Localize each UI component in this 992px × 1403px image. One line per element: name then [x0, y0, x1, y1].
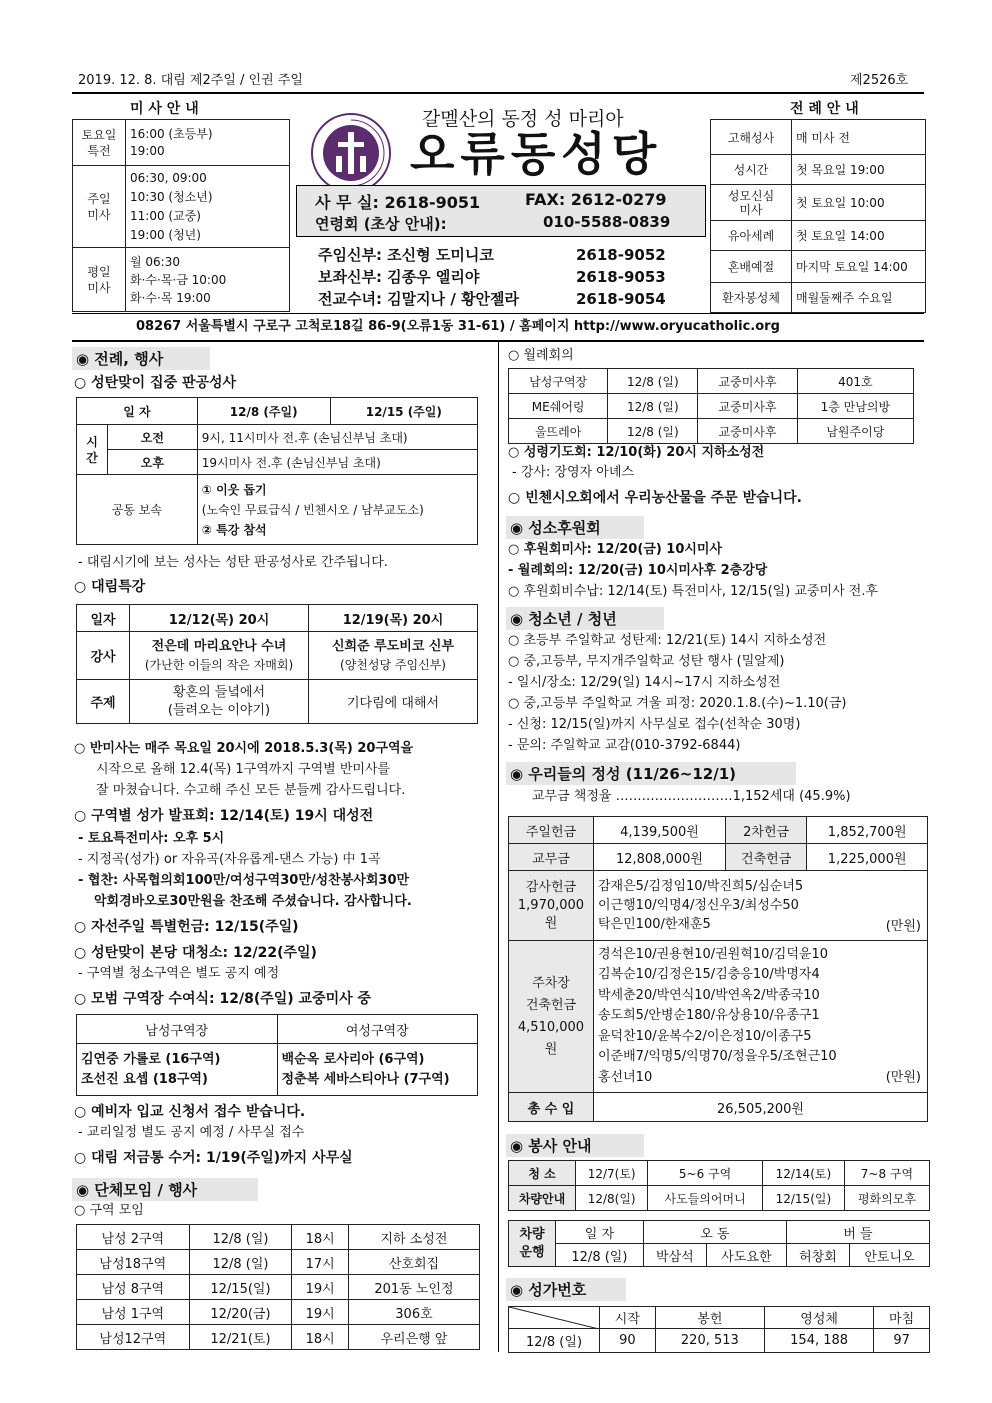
donor-line: 경석은10/권용현10/권원혁10/김덕윤10 [598, 946, 829, 962]
cell: 17시 [292, 1250, 349, 1275]
cell: 12/8 (일) [608, 419, 698, 444]
cell: 남성 2구역 [77, 1225, 190, 1250]
vocation-line: ○ 후원회비수납: 12/14(토) 특전미사, 12/15(일) 교중미사 전.후 [508, 584, 879, 599]
section-service: ◉ 봉사 안내 [506, 1134, 644, 1157]
section-liturgy-events: ◉ 전례, 행사 [72, 347, 210, 370]
total-label: 총 수 입 [509, 1093, 594, 1122]
issue-number: 제2526호 [850, 73, 909, 88]
youth-line: - 문의: 주일학교 교감(010-3792-6844) [508, 738, 741, 753]
dues-rate: 교무금 책정율 ………………………1,152세대 (45.9%) [532, 789, 851, 804]
cell: 12/15(일) [189, 1275, 292, 1300]
mass-time: 11:00 (교중) [130, 208, 201, 223]
cell: 154, 188 [764, 1329, 873, 1353]
cell: 남성 8구역 [77, 1275, 190, 1300]
cell: ME쉐어링 [509, 394, 608, 419]
banmisa-line: 시작으로 올해 12.4(목) 1구역까지 구역별 반미사를 [96, 762, 391, 777]
youth-line: ○ 중,고등부, 무지개주일학교 성탄 행사 (밀알제) [508, 654, 785, 669]
topic: 황혼의 들녘에서 [172, 684, 266, 700]
clergy-phone: 2618-9053 [576, 268, 666, 286]
cell: 1,225,000원 [807, 844, 928, 871]
monthly-table [508, 368, 914, 444]
vocation-list [508, 539, 878, 602]
table-row [509, 419, 914, 444]
time-label: 시 간 [77, 425, 108, 475]
parking-label: 주차장 [532, 975, 570, 991]
youth-line: ○ 중,고등부 주일학교 겨울 피정: 2020.1.8.(수)~1.10(금) [508, 696, 847, 711]
charity-notice: ○ 자선주일 특별헌금: 12/15(주일) [74, 919, 299, 935]
hymn-corner-cell [509, 1307, 600, 1329]
cell: 교중미사후 [698, 419, 797, 444]
cell: 차량안내 [509, 1186, 576, 1211]
speaker-affiliation: (가난한 이들의 작은 자매회) [144, 657, 294, 672]
liturgy-label: 성모신심 미사 [711, 185, 792, 221]
section-group-events: ◉ 단체모임 / 행사 [72, 1178, 258, 1201]
service-table [508, 1160, 930, 1211]
liturgy-label: 환자봉성체 [711, 283, 792, 313]
cell: 12,808,000원 [594, 844, 726, 871]
cell: 12/14(토) [762, 1161, 844, 1186]
choir-line: 악회경바오로30만원을 찬조해 주셨습니다. 감사합니다. [94, 894, 412, 909]
clergy-list [318, 244, 519, 310]
thanks-amount: 1,970,000원 [517, 897, 585, 931]
section-hymn: ◉ 성가번호 [506, 1278, 626, 1301]
cell: 봉헌 [655, 1307, 764, 1329]
liturgy-label: 유아세례 [711, 221, 792, 251]
topic: 기다림에 대해서 [309, 680, 478, 724]
penance-table [76, 397, 478, 545]
cell: 남성 1구역 [77, 1300, 190, 1325]
section-vocation: ◉ 성소후원회 [506, 516, 644, 539]
speaker-affiliation: (양천성당 주임신부) [340, 657, 446, 672]
mass-label: 토요일 특전 [73, 120, 126, 166]
cell: 7~8 구역 [844, 1161, 929, 1186]
unit-label: (만원) [885, 1069, 921, 1085]
cell: 마침 [874, 1307, 930, 1329]
thanks-label: 감사헌금 [525, 879, 577, 895]
award-name: 조선진 요셉 (18구역) [81, 1071, 208, 1087]
pm-value: 19시미사 전.후 (손님신부님 초대) [197, 450, 477, 475]
table-header: 일 자 [77, 398, 198, 425]
assoc-label: 연령회 (초상 안내): [315, 215, 447, 233]
cell: 울뜨레아 [509, 419, 608, 444]
cell: 교무금 [509, 844, 594, 871]
award-name: 김연중 가롤로 (16구역) [81, 1051, 221, 1067]
donor-line: 송도희5/안병순180/유상용10/유종구1 [598, 1008, 820, 1024]
vocation-line: ○ 후원회미사: 12/20(금) 10시미사 [508, 542, 723, 557]
award-table [76, 1014, 478, 1096]
header-rule [72, 92, 924, 94]
table-header: 여성구역장 [277, 1015, 478, 1044]
table-header: 12/12(목) 20시 [130, 605, 309, 632]
penance-item: ① 이웃 돕기 [201, 482, 267, 497]
office-contact-box [296, 185, 706, 237]
topic-label: 주제 [77, 680, 130, 724]
cell: 12/21(토) [189, 1325, 292, 1350]
cell: 12/15(일) [762, 1186, 844, 1211]
award-name: 백순옥 로사리아 (6구역) [281, 1051, 425, 1067]
cell: 사도요한 [706, 1244, 786, 1267]
donor-line: 김복순10/김정은15/김충응10/박명자4 [598, 967, 820, 983]
banmisa-line: ○ 반미사는 매주 목요일 20시에 2018.5.3(목) 20구역을 [74, 741, 414, 756]
cell: 일 자 [556, 1221, 644, 1244]
cell: 영성체 [764, 1307, 873, 1329]
monthly-title: ○ 월례회의 [508, 348, 574, 363]
cell: 4,139,500원 [594, 817, 726, 844]
unit-label: (만원) [885, 919, 921, 934]
clergy-phone: 2618-9052 [576, 246, 666, 264]
parish-name: 오류동성당 [410, 127, 663, 181]
cell: 5~6 구역 [648, 1161, 763, 1186]
award-name: 정춘복 세바스티아나 (7구역) [281, 1071, 450, 1087]
savings-notice: ○ 대림 저금통 수거: 1/19(주일)까지 사무실 [74, 1150, 353, 1166]
cell: 97 [874, 1329, 930, 1353]
parish-seal-logo [310, 112, 392, 194]
cell: 12/20(금) [189, 1300, 292, 1325]
youth-line: - 일시/장소: 12/29(일) 14시~17시 지하소성전 [508, 675, 781, 690]
cell: 사도들의어머니 [648, 1186, 763, 1211]
spirit-text: ○ 성령기도회: 12/10(화) 20시 지하소성전 [508, 445, 765, 460]
cell: 남성18구역 [77, 1250, 190, 1275]
choir-line: - 지정곡(성가) or 자유곡(자유롭게-댄스 가능) 中 1곡 [78, 852, 381, 867]
office-fax: FAX: 2612-0279 [525, 190, 667, 209]
donor-line: 이준배7/익명5/익명70/정을우5/조현근10 [598, 1049, 837, 1065]
clergy-role: 전교수녀: 김말지나 / 황안젤라 [318, 290, 520, 308]
cell: 1,852,700원 [807, 817, 928, 844]
cleaning-note: - 구역별 청소구역은 별도 공지 예정 [78, 966, 280, 981]
cell: 시작 [600, 1307, 656, 1329]
speaker-name: 신희준 루도비코 신부 [331, 638, 455, 654]
cell: 12/7(토) [576, 1161, 648, 1186]
total-amount: 26,505,200원 [594, 1093, 928, 1122]
offering-table [508, 816, 928, 1122]
mass-time: 화·수·목·금 10:00 [130, 272, 227, 287]
cell: 우리은행 앞 [348, 1325, 479, 1350]
cell: 교중미사후 [698, 369, 797, 394]
cell: 220, 513 [655, 1329, 764, 1353]
liturgy-value: 첫 목요일 19:00 [792, 155, 926, 185]
clergy-role: 보좌신부: 김종우 엘리야 [318, 268, 480, 286]
liturgy-value: 매월둘째주 수요일 [792, 283, 926, 313]
mass-time: 19:00 (청년) [130, 227, 201, 242]
hymn-table [508, 1306, 930, 1353]
catechumen-title: ○ 예비자 입교 신청서 접수 받습니다. [74, 1104, 306, 1120]
spirit-title [508, 442, 764, 463]
liturgy-label: 고해성사 [711, 120, 792, 155]
table-row [77, 1275, 480, 1300]
cell: 12/8 (일) [189, 1225, 292, 1250]
cell: 주일헌금 [509, 817, 594, 844]
cell: 18시 [292, 1325, 349, 1350]
table-header: 남성구역장 [77, 1015, 278, 1044]
choir-line: - 토요특전미사: 오후 5시 [78, 831, 225, 846]
mass-time: 06:30, 09:00 [130, 170, 207, 185]
speaker-name: 전은데 마리요안나 수녀 [151, 638, 287, 654]
cell: 버 들 [786, 1221, 929, 1244]
banmisa-line: 잘 마쳤습니다. 수고해 주신 모든 분들께 감사드립니다. [96, 783, 406, 798]
table-header: 일자 [77, 605, 130, 632]
penance-item: ② 특강 참석 [201, 522, 267, 537]
table-row [77, 1325, 480, 1350]
am-value: 9시, 11시미사 전.후 (손님신부님 초대) [197, 425, 477, 450]
cell: 90 [600, 1329, 656, 1353]
liturgy-value: 첫 토요일 14:00 [792, 221, 926, 251]
liturgy-label: 혼배예절 [711, 251, 792, 283]
donor-line: 홍선녀10 [598, 1069, 653, 1085]
district-table [76, 1224, 480, 1350]
mass-time: 19:00 [130, 143, 165, 158]
section-youth: ◉ 청소년 / 청년 [506, 607, 664, 630]
table-row [77, 1300, 480, 1325]
choir-details [78, 828, 412, 912]
district-title: ○ 구역 모임 [74, 1203, 144, 1218]
cell: 12/8 (일) [608, 394, 698, 419]
section-offerings: ◉ 우리들의 정성 (11/26~12/1) [506, 762, 796, 785]
penance-title: ○ 성탄맞이 집중 판공성사 [74, 375, 237, 391]
mass-label: 주일 미사 [73, 166, 126, 248]
topic: (들려오는 이야기) [167, 702, 271, 718]
cell: 12/8 (일) [189, 1250, 292, 1275]
cell: 평화의모후 [844, 1186, 929, 1211]
assoc-phone: 010-5588-0839 [543, 213, 671, 231]
liturgy-label: 성시간 [711, 155, 792, 185]
catechumen-note: - 교리일정 별도 공지 예정 / 사무실 접수 [78, 1125, 305, 1140]
liturgy-schedule-table [710, 119, 926, 313]
cell: 401호 [797, 369, 913, 394]
penance-note: - 대림시기에 보는 성사는 성탄 판공성사로 간주됩니다. [78, 555, 388, 570]
cell: 18시 [292, 1225, 349, 1250]
donor-line: 윤덕찬10/윤복수2/이은정10/이종구5 [598, 1028, 812, 1044]
table-row [509, 369, 914, 394]
cell: 19시 [292, 1300, 349, 1325]
address-rule-top [72, 313, 924, 314]
cell: 1층 만남의방 [797, 394, 913, 419]
donor-line: 감재은5/김정임10/박진희5/심순녀5 [598, 879, 804, 894]
cell: 오 동 [643, 1221, 786, 1244]
mass-time: 화·수·목 19:00 [130, 290, 211, 305]
cell: 산호회집 [348, 1250, 479, 1275]
cell: 지하 소성전 [348, 1225, 479, 1250]
table-row [77, 1250, 480, 1275]
office-phone: 사 무 실: 2618-9051 [315, 193, 481, 212]
liturgy-value: 매 미사 전 [792, 120, 926, 155]
youth-line: ○ 초등부 주일학교 성탄제: 12/21(토) 14시 지하소성전 [508, 633, 827, 648]
donor-line: 탁은민100/한재훈5 [598, 917, 711, 932]
mass-time: 10:30 (청소년) [130, 189, 213, 204]
clergy-phones [576, 244, 666, 310]
liturgy-value: 마지막 토요일 14:00 [792, 251, 926, 283]
table-header: 12/8 (주일) [197, 398, 330, 425]
cell: 12/8(일) [576, 1186, 648, 1211]
penance-item: (노숙인 무료급식 / 빈첸시오 / 남부교도소) [201, 502, 424, 517]
vehicle-table [508, 1220, 930, 1267]
cell: 안토니오 [849, 1244, 929, 1267]
donor-line: 박세춘20/박연식10/박연옥2/박종국10 [598, 987, 820, 1003]
table-header: 12/15 (주일) [330, 398, 477, 425]
cell: 201동 노인정 [348, 1275, 479, 1300]
penance-label: 공동 보속 [77, 475, 198, 545]
cell: 12/8 (일) [509, 1329, 600, 1353]
cell: 건축헌금 [725, 844, 806, 871]
cell: 허창회 [786, 1244, 849, 1267]
column-divider [498, 342, 499, 1352]
cell: 박삼석 [643, 1244, 706, 1267]
am-label: 오전 [108, 425, 198, 450]
pm-label: 오후 [108, 450, 198, 475]
choir-title: ○ 구역별 성가 발표회: 12/14(토) 19시 대성전 [74, 808, 374, 824]
cell: 교중미사후 [698, 394, 797, 419]
mass-time: 월 06:30 [130, 254, 180, 269]
date-line: 2019. 12. 8. 대림 제2주일 / 인권 주일 [78, 73, 303, 88]
cell: 차량 운행 [509, 1221, 556, 1267]
banmisa-notice [74, 738, 413, 801]
mass-time: 16:00 (초등부) [130, 126, 213, 141]
liturgy-guide-title: 전 례 안 내 [790, 101, 859, 117]
parking-amount: 4,510,000원 [517, 1019, 585, 1057]
donor-line: 이근행10/익명4/정신우3/최성수50 [598, 898, 799, 913]
lecture-table [76, 604, 478, 724]
parish-subtitle: 갈멜산의 동정 성 마리아 [422, 108, 624, 130]
cell: 12/8 (일) [556, 1244, 644, 1267]
spirit-note: - 강사: 장영자 아녜스 [512, 465, 634, 480]
cell: 남성12구역 [77, 1325, 190, 1350]
liturgy-value: 첫 토요일 10:00 [792, 185, 926, 221]
mass-label: 평일 미사 [73, 248, 126, 312]
cell: 남원주이당 [797, 419, 913, 444]
parking-label: 건축헌금 [525, 997, 577, 1013]
vincent-notice: ○ 빈첸시오회에서 우리농산물을 주문 받습니다. [508, 490, 802, 506]
mass-guide-title: 미 사 안 내 [130, 101, 199, 117]
youth-line: - 신청: 12/15(일)까지 사무실로 접수(선착순 30명) [508, 717, 801, 732]
address-line: 08267 서울특별시 구로구 고척로18길 86-9(오류1동 31-61) / 홈페이지 http://www.oryucatholic.org [136, 319, 780, 334]
table-header: 12/19(목) 20시 [309, 605, 478, 632]
award-title: ○ 모범 구역장 수여식: 12/8(주일) 교중미사 중 [74, 991, 372, 1007]
lecture-title: ○ 대림특강 [74, 579, 146, 595]
clergy-role: 주임신부: 조신형 도미니코 [318, 246, 494, 264]
speaker-label: 강사 [77, 632, 130, 680]
cleaning-title: ○ 성탄맞이 본당 대청소: 12/22(주일) [74, 945, 317, 961]
cell: 12/8 (일) [608, 369, 698, 394]
cell: 306호 [348, 1300, 479, 1325]
vocation-line: - 월례회의: 12/20(금) 10시미사후 2층강당 [508, 563, 768, 578]
clergy-phone: 2618-9054 [576, 290, 666, 308]
choir-line: - 협찬: 사목협의회100만/여성구역30만/성찬봉사회30만 [78, 873, 410, 888]
cell: 19시 [292, 1275, 349, 1300]
mass-schedule-table [72, 119, 290, 312]
table-row [509, 394, 914, 419]
youth-list [508, 630, 846, 756]
cell: 남성구역장 [509, 369, 608, 394]
cell: 청 소 [509, 1161, 576, 1186]
cell: 2차헌금 [725, 817, 806, 844]
table-row [77, 1225, 480, 1250]
